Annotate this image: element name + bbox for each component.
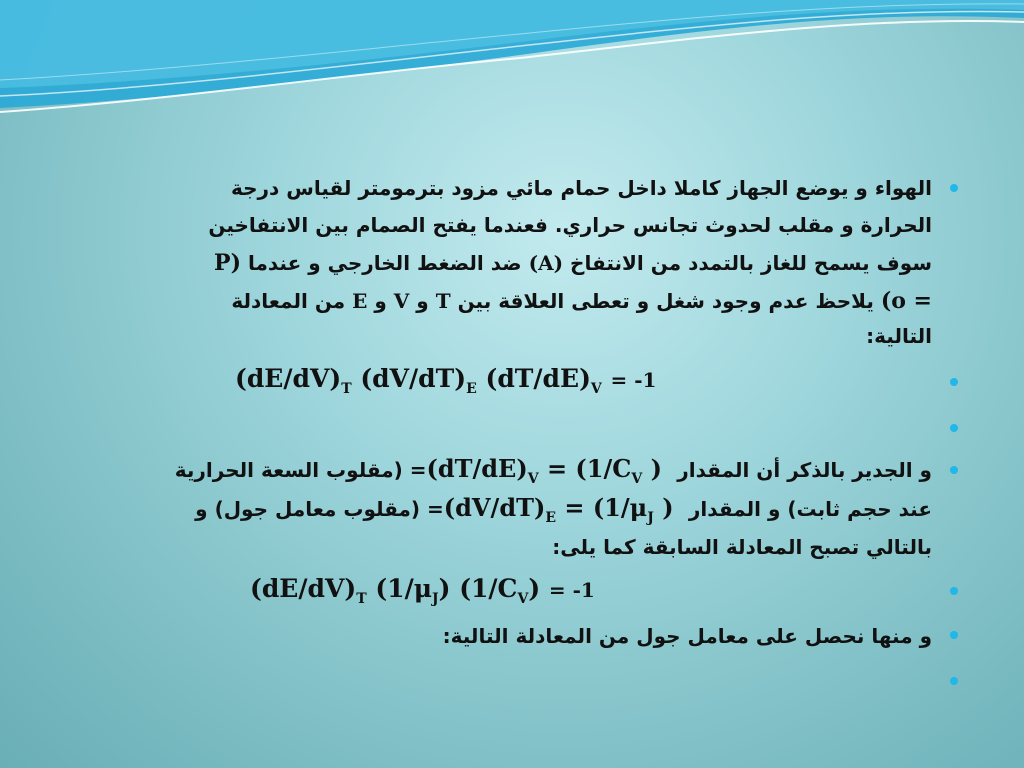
paragraph-1-line-2: الحرارة و مقلب لحدوث تجانس حراري. فعندما يفتح الصمام بين الانتفاخين [208, 213, 932, 237]
bullet-5 [950, 587, 958, 595]
paragraph-1-line-3: سوف يسمح للغاز بالتمدد من الانتفاخ (A) ضد الضغط الخارجي و عندما P) [214, 250, 932, 276]
symbol-P: P) [214, 250, 241, 276]
bullet-7 [950, 677, 958, 685]
bullet-6 [950, 631, 958, 639]
bullet-2 [950, 378, 958, 386]
paragraph-1-line-4: (o = يلاحظ عدم وجود شغل و تعطى العلاقة بين T و V و E من المعادلة [231, 288, 932, 314]
final-line: و منها نحصل على معامل جول من المعادلة التالية: [442, 624, 932, 648]
symbol-A: (A) [528, 251, 564, 275]
inline-eq-dV-dT: $(dV/dT)_E = (1/\mu_J$ ) [443, 493, 674, 526]
symbol-o: (o = [880, 288, 932, 314]
paragraph-2-line-2: عند حجم ثابت) و المقدار $(dV/dT)_E = (1/\mu_J$ ) = (مقلوب معامل جول) و [195, 493, 932, 526]
paragraph-1-line-5: التالية: [866, 324, 932, 348]
equation-1: $(dE/dV)_T$ $(dV/dT)_E$ $(dT/dE)_V = -1$ [235, 364, 657, 397]
paragraph-2-line-3: بالتالي تصبح المعادلة السابقة كما يلى: [552, 535, 932, 559]
symbol-V: V [393, 289, 410, 313]
symbol-E: E [352, 289, 368, 313]
bullet-4 [950, 466, 958, 474]
paragraph-1-line-1: الهواء و يوضع الجهاز كاملا داخل حمام مائي مزود بترمومتر لقياس درجة [230, 176, 932, 200]
decorative-wave-header [0, 0, 1024, 130]
bullet-1 [950, 184, 958, 192]
equation-2: $(dE/dV)_T$ $(1/\mu_J) (1/C_V) = -1$ [250, 574, 595, 607]
bullet-3 [950, 424, 958, 432]
symbol-T: T [435, 289, 451, 313]
inline-eq-dT-dE: $(dT/dE)_V = (1/C_V$ ) [426, 454, 662, 487]
paragraph-2-line-1: و الجدير بالذكر أن المقدار $(dT/dE)_V = (1/C_V$ ) = (مقلوب السعة الحرارية [174, 454, 932, 487]
